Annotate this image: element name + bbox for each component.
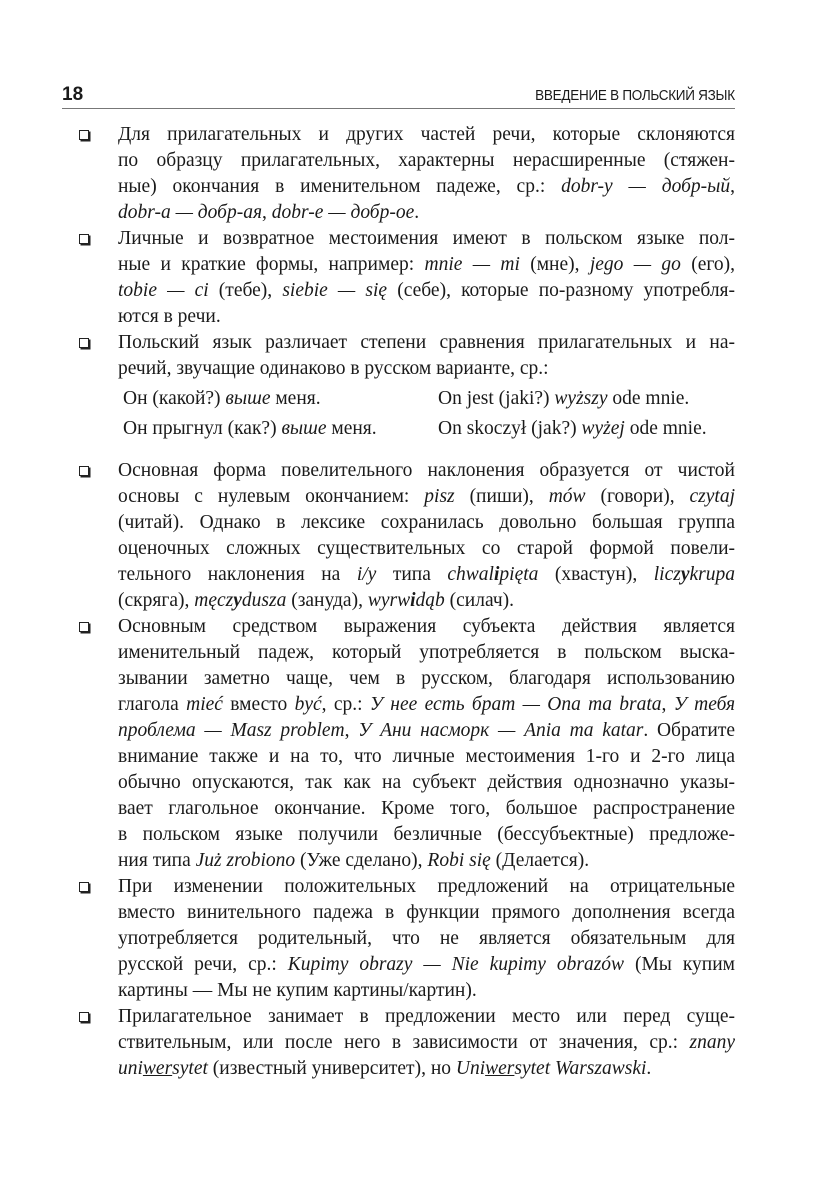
text-run: Он (какой?)	[123, 388, 226, 409]
text-line	[118, 252, 735, 278]
text-run: (пиши),	[454, 486, 549, 507]
text-line	[118, 614, 735, 640]
text-run: (говори),	[585, 486, 690, 507]
example-text: wyrw	[367, 590, 411, 611]
text-run: (Уже сделано),	[295, 850, 428, 871]
example-text: wer	[142, 1058, 173, 1079]
table-row	[123, 414, 735, 444]
text-run: (себе), которые по-разному употребля-	[387, 280, 736, 301]
text-line	[118, 770, 735, 796]
text-line	[118, 304, 735, 330]
text-run: ные) окончания в именительном падеже, ср.:	[118, 176, 562, 197]
example-text: У нее есть брат — Ona ma brata	[369, 694, 662, 715]
example-text: wyżej	[581, 418, 625, 439]
example-text: pięta	[499, 564, 539, 585]
text-line	[118, 874, 735, 900]
checkbox-bullet-icon	[79, 234, 89, 244]
text-run: Польский язык различает степени сравнения прилагательных и на-	[118, 332, 735, 353]
russian-example	[123, 384, 438, 414]
text-run: речий, звучащие одинаково в русском варианте, ср.:	[118, 358, 549, 379]
example-text: uni	[118, 1058, 143, 1079]
text-line	[118, 510, 735, 536]
text-line	[118, 148, 735, 174]
text-line	[118, 562, 735, 588]
text-run: (читай). Однако в лексике сохранилась довольно большая группа	[118, 512, 735, 533]
example-text: Już zrobiono	[195, 850, 296, 871]
text-line	[118, 122, 735, 148]
text-run: ния типа	[118, 850, 196, 871]
text-line	[118, 926, 735, 952]
text-run: (Мы купим	[624, 954, 735, 975]
text-run: русской речи, ср.:	[118, 954, 288, 975]
text-run: Личные и возвратное местоимения имеют в польском языке пол-	[118, 228, 735, 249]
example-text: У Ани насморк — Ania ma katar	[358, 720, 644, 741]
text-run: ode mnie.	[607, 388, 690, 409]
example-text: выше	[225, 388, 271, 409]
checkbox-bullet-icon	[79, 1012, 89, 1022]
text-run: .	[646, 1058, 652, 1079]
text-line	[118, 458, 735, 484]
text-line	[118, 640, 735, 666]
example-text: Kupimy obrazy — Nie kupimy obrazów	[287, 954, 625, 975]
example-text: mów	[548, 486, 586, 507]
polish-example	[438, 384, 689, 414]
checkbox-bullet-icon	[79, 882, 89, 892]
text-run: (зануда),	[286, 590, 368, 611]
text-line	[118, 536, 735, 562]
text-run: , ср.:	[321, 694, 370, 715]
text-line	[118, 484, 735, 510]
text-run: Для прилагательных и других частей речи, которые склоняются	[118, 124, 735, 145]
example-text: sytet Warszawski	[514, 1058, 647, 1079]
example-text: jego — go	[589, 254, 681, 275]
text-line	[118, 900, 735, 926]
page-number: 18	[62, 84, 84, 105]
text-line	[118, 848, 735, 874]
text-run: ,	[661, 694, 674, 715]
text-line	[118, 666, 735, 692]
text-run: внимание также и на то, что личные местоимения 1-го и 2-го лица	[118, 746, 735, 767]
text-run: On skoczył (jak?)	[438, 418, 582, 439]
example-text: znany	[689, 1032, 735, 1053]
checkbox-bullet-icon	[79, 130, 89, 140]
text-run: ,	[730, 176, 735, 197]
example-text: выше	[281, 418, 327, 439]
checkbox-bullet-icon	[79, 466, 89, 476]
text-run: ствительным, или после него в зависимости от значения, ср.:	[118, 1032, 690, 1053]
text-line	[118, 330, 735, 356]
text-run: (Делается).	[490, 850, 590, 871]
text-run: в польском языке получили безличные (бессубъектные) предложе-	[118, 824, 735, 845]
text-run: тельного наклонения на	[118, 564, 357, 585]
example-text: Robi się	[427, 850, 491, 871]
example-text: i	[493, 564, 500, 585]
example-text: sytet	[172, 1058, 208, 1079]
bullet-item	[118, 874, 735, 1004]
text-line	[118, 226, 735, 252]
bullet-item	[118, 458, 735, 614]
text-run: ode mnie.	[624, 418, 707, 439]
bullet-item	[118, 1004, 735, 1082]
running-title: ВВЕДЕНИЕ В ПОЛЬСКИЙ ЯЗЫК	[535, 87, 735, 104]
text-run: .	[414, 202, 420, 223]
text-run: Он прыгнул (как?)	[123, 418, 282, 439]
polish-example	[438, 414, 707, 444]
text-run: меня.	[326, 418, 377, 439]
text-run: ,	[262, 202, 272, 223]
text-run: (скряга),	[118, 590, 195, 611]
example-text: wer	[485, 1058, 515, 1079]
example-text: pisz	[424, 486, 455, 507]
example-text: mnie — mi	[424, 254, 520, 275]
checkbox-bullet-icon	[79, 622, 89, 632]
text-run: именительный падеж, который употребляется в польском выска-	[118, 642, 735, 663]
text-run: глагола	[118, 694, 187, 715]
example-text: męcz	[194, 590, 234, 611]
bullet-item	[118, 330, 735, 382]
text-run: вает глагольное окончание. Кроме того, большое распространение	[118, 798, 735, 819]
text-run: При изменении положительных предложений на отрицательные	[118, 876, 735, 897]
example-text: dobr-a — добр-ая	[118, 202, 263, 223]
text-line	[118, 952, 735, 978]
bullet-item	[118, 122, 735, 226]
text-line	[118, 200, 735, 226]
text-run: (известный университет), но	[207, 1058, 456, 1079]
text-line	[118, 356, 735, 382]
text-run: типа	[376, 564, 448, 585]
text-run: Основная форма повелительного наклонения образуется от чистой	[118, 460, 735, 481]
text-run: картины — Мы не купим картины/картин).	[118, 980, 477, 1001]
text-run: Прилагательное занимает в предложении место или перед суще-	[118, 1006, 735, 1027]
text-run: On jest (jaki?)	[438, 388, 555, 409]
example-text: wyższy	[554, 388, 608, 409]
text-run: (его),	[680, 254, 735, 275]
example-text: dąb	[415, 590, 445, 611]
bullet-item	[118, 614, 735, 874]
example-text: y	[680, 564, 690, 585]
page-header	[62, 84, 735, 109]
example-text: czytaj	[689, 486, 736, 507]
text-run: по образцу прилагательных, характерны нерасширенные (стяжен-	[118, 150, 735, 171]
example-text: mieć	[186, 694, 223, 715]
russian-example	[123, 414, 438, 444]
example-text: siebie — się	[282, 280, 388, 301]
text-run: вместо винительного падежа в функции прямого дополнения всегда	[118, 902, 735, 923]
text-run: меня.	[270, 388, 321, 409]
checkbox-bullet-icon	[79, 338, 89, 348]
text-run: (мне),	[519, 254, 590, 275]
text-line	[118, 174, 735, 200]
text-line	[118, 1004, 735, 1030]
example-text: dobr-e — добр-ое	[271, 202, 415, 223]
example-text: проблема — Masz problem	[118, 720, 345, 741]
example-text: tobie — ci	[118, 280, 209, 301]
example-text: y	[233, 590, 242, 611]
example-text: i	[410, 590, 416, 611]
text-run: ются в речи.	[118, 306, 221, 327]
text-run: ные и краткие формы, например:	[118, 254, 425, 275]
text-run: . Обратите	[643, 720, 735, 741]
text-run: основы с нулевым окончанием:	[118, 486, 425, 507]
text-line	[118, 588, 735, 614]
text-run: оценочных сложных существительных со старой формой повели-	[118, 538, 735, 559]
text-line	[118, 1030, 735, 1056]
example-text: być	[294, 694, 322, 715]
example-text: dusza	[241, 590, 287, 611]
text-run: (силач).	[444, 590, 515, 611]
example-text: Uni	[455, 1058, 486, 1079]
text-run: зывании заметно чаще, чем в русском, благодаря использованию	[118, 668, 735, 689]
text-line	[118, 796, 735, 822]
page-body	[118, 122, 735, 1082]
text-run: ,	[344, 720, 359, 741]
text-line	[118, 744, 735, 770]
example-text: krupa	[689, 564, 735, 585]
text-run: вместо	[222, 694, 295, 715]
text-line	[118, 692, 735, 718]
text-line	[118, 1056, 735, 1082]
text-run: Основным средством выражения субъекта действия является	[118, 616, 735, 637]
example-text: chwal	[447, 564, 494, 585]
text-run: употребляется родительный, что не является обязательным для	[118, 928, 735, 949]
comparison-table	[123, 384, 735, 444]
example-text: dobr-y — добр-ый	[561, 176, 731, 197]
example-text: У тебя	[673, 694, 736, 715]
example-text: licz	[653, 564, 681, 585]
example-text: i/y	[356, 564, 377, 585]
table-row	[123, 384, 735, 414]
text-run: обычно опускаются, так как на субъект действия однозначно указы-	[118, 772, 735, 793]
text-line	[118, 978, 735, 1004]
text-run: (тебе),	[208, 280, 283, 301]
text-run: (хвастун),	[538, 564, 654, 585]
text-line	[118, 822, 735, 848]
bullet-item	[118, 226, 735, 330]
text-line	[118, 278, 735, 304]
text-line	[118, 718, 735, 744]
